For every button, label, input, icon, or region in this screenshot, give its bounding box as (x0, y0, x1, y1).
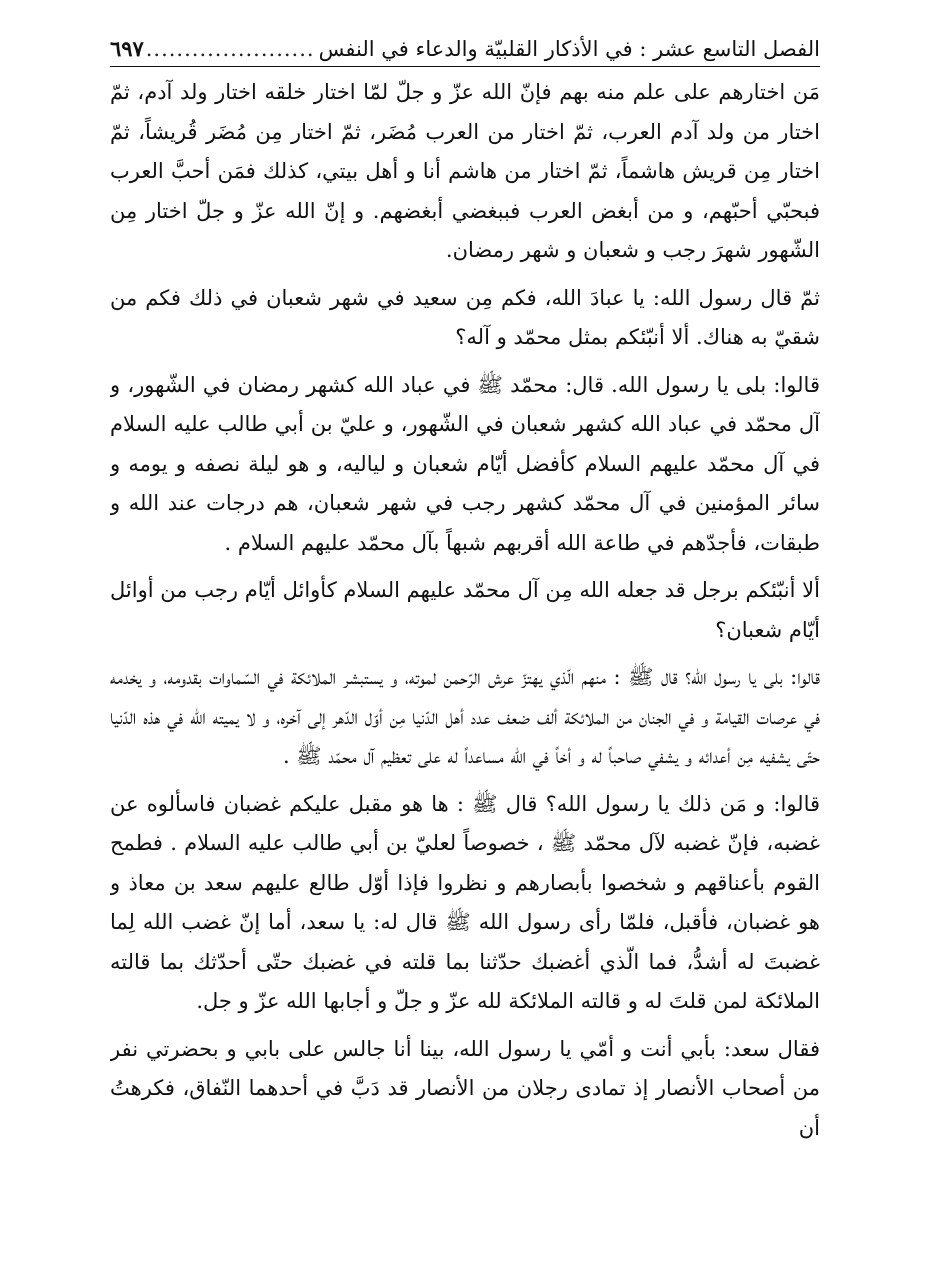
running-header (110, 34, 820, 67)
page-number: ٦٩٧ (110, 36, 144, 61)
book-page (110, 34, 820, 1234)
paragraph: مَن اختارهم على علم منه بهم فإنّ الله عزّ و جلّ لمّا اختار خلقه اختار ولد آدم، ثمّ اختار من ولد آدم العرب، ثمّ اختار من العرب مُضَر، ثمّ اختار مِن مُضَر قُريشاً، ثمّ اختار مِن قريش هاشماً، ثمّ اختار من هاشم أنا و أهل بيتي، كذلك فمَن أحبَّ العرب فبحبّي أحبّهم، و من أبغض العرب فببغضي أبغضهم. و إنّ الله عزّ و جلّ اختار مِن الشّهور شهرَ رجب و شعبان و شهر رمضان. (110, 80, 820, 262)
body-text (110, 73, 820, 1148)
paragraph: قالوا: و مَن ذلك يا رسول الله؟ قال ﷺ : ها هو مقبل عليكم غضبان فاسألوه عن غضبه، فإنّ غضبه لآل محمّد ﷺ ، خصوصاً لعليّ بن أبي طالب عليه السلام . فطمح القوم بأعناقهم و شخصوا بأبصارهم و نظروا فإذا أوّل طالع عليهم سعد بن معاذ و هو غضبان، فأقبل، فلمّا رأى رسول الله ﷺ قال له: يا سعد، أما إنّ غضب الله لِما غضبتَ له أشدُّ، فما الّذي أغضبك حدّثنا بما قلته في غضبك حتّى أحدّثك بما قالته الملائكة لمن قلتَ له و قالته الملائكة لله عزّ و جلّ و أجابها الله عزّ و جل. (110, 791, 820, 1013)
leader-dots (144, 34, 319, 64)
paragraph: فقال سعد: بأبي أنت و أمّي يا رسول الله، بينا أنا جالس على بابي و بحضرتي نفر من أصحاب الأنصار إذ تمادى رجلان من الأنصار قد دَبَّ في أحدهما النّفاق، فكرهتُ أن (110, 1036, 820, 1140)
paragraph: قالوا: بلى يا رسول الله. قال: محمّد ﷺ في عباد الله كشهر رمضان في الشّهور، و آل محمّد في عباد الله كشهر شعبان في الشّهور، و عليّ بن أبي طالب عليه السلام في آل محمّد عليهم السلام كأفضل أيّام شعبان و لياليه، و هو ليلة نصفه و يومه و سائر المؤمنين في آل محمّد كشهر رجب في شهر شعبان، هم درجات عند الله و طبقات، فأجدّهم في طاعة الله أقربهم شبهاً بآل محمّد عليهم السلام . (110, 372, 820, 555)
paragraph: قالوا: بلى يا رسول الله؟ قال ﷺ : منهم الّذي يهتزّ عرش الرّحمن لموته، و يستبشر الملائكة في السّماوات بقدومه، و يخدمه في عرصات القيامة و في الجنان من الملائكة ألف ضعف عدد أهل الدّنيا مِن أوّل الدّهر إلى آخره، و لا يميته الله في هذه الدّنيا حتّى يشفيه مِن أعدائه و يشفي صاحباً له و أخاً في الله مساعداً له على تعظيم آل محمّد ﷺ . (110, 665, 820, 768)
chapter-title: الفصل التاسع عشر : في الأذكار القلبيّة والدعاء في النفس (318, 37, 820, 61)
paragraph: ألا أنبّئكم برجل قد جعله الله مِن آل محمّد عليهم السلام كأوائل أيّام رجب من أوائل أيّام شعبان؟ (110, 578, 820, 642)
paragraph: ثمّ قال رسول الله: يا عبادَ الله، فكم مِن سعيد في شهر شعبان في ذلك فكم من شقيّ به هناك. ألا أنبّئكم بمثل محمّد و آله؟ (110, 285, 820, 349)
